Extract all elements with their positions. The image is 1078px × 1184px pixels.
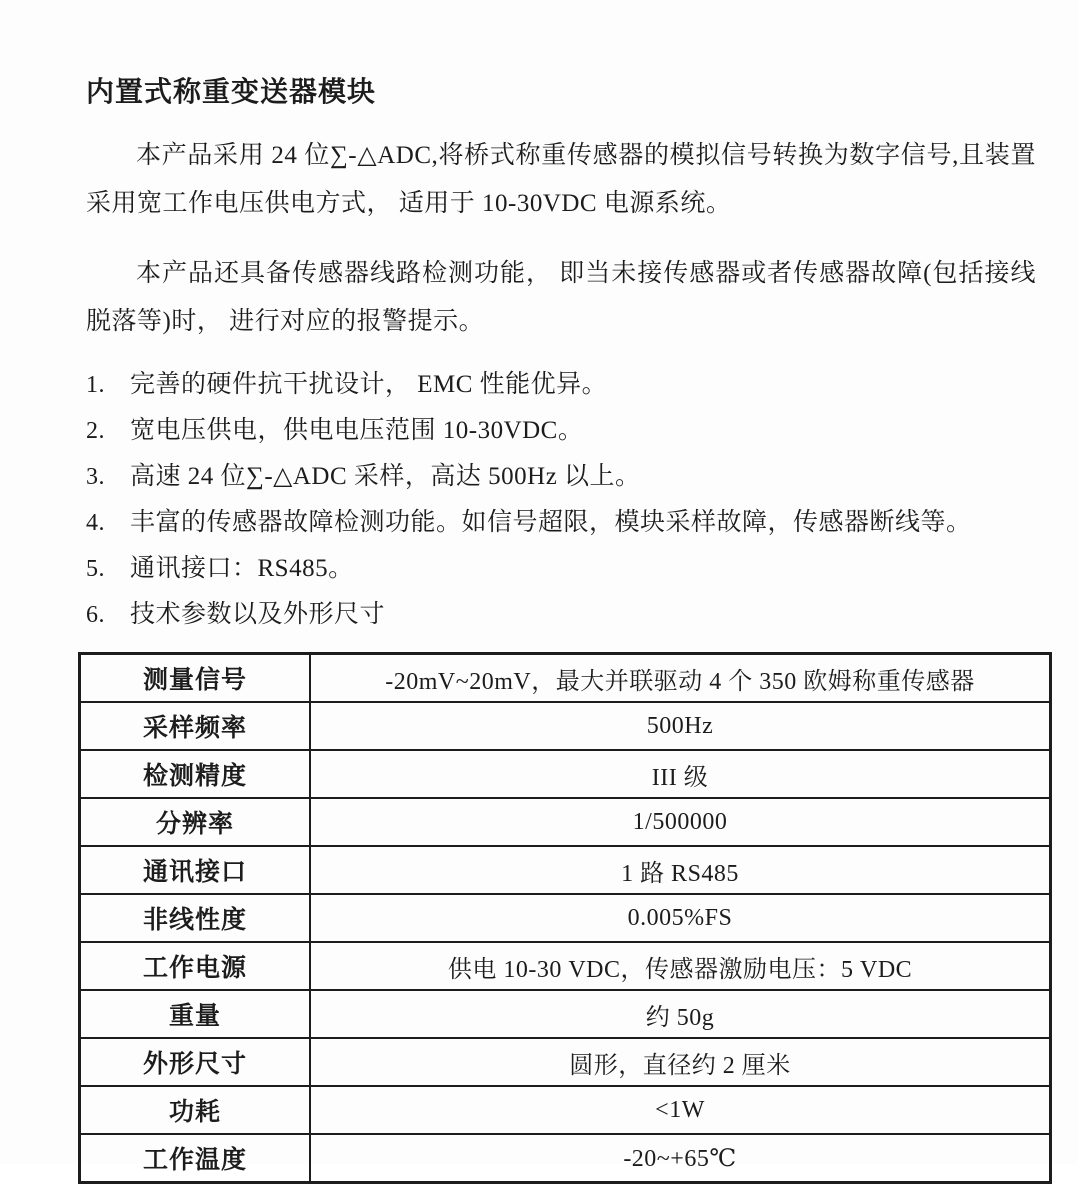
feature-text-5: 通讯接口：RS485。 — [130, 555, 354, 582]
feature-list — [86, 362, 1042, 638]
spec-value: 约 50g — [310, 990, 1051, 1038]
feature-text-3: 高速 24 位∑-△ADC 采样，高达 500Hz 以上。 — [130, 463, 641, 490]
spec-label: 重量 — [80, 990, 311, 1038]
spec-value: 500Hz — [310, 702, 1051, 750]
intro-paragraph-1: 本产品采用 24 位∑-△ADC,将桥式称重传感器的模拟信号转换为数字信号,且装置采用宽工作电压供电方式， 适用于 10-30VDC 电源系统。 — [86, 142, 1036, 217]
spec-label: 功耗 — [80, 1086, 311, 1134]
table-row — [80, 1038, 1051, 1086]
table-row — [80, 702, 1051, 750]
spec-label: 测量信号 — [80, 654, 311, 703]
spec-label: 分辨率 — [80, 798, 311, 846]
feature-text-6: 技术参数以及外形尺寸 — [130, 601, 386, 628]
table-row — [80, 894, 1051, 942]
feature-number-6: 6. — [86, 602, 105, 628]
spec-value: 1 路 RS485 — [310, 846, 1051, 894]
feature-number-5: 5. — [86, 556, 105, 582]
page-title: 内置式称重变送器模块 — [86, 77, 377, 108]
spec-label: 检测精度 — [80, 750, 311, 798]
spec-value: III 级 — [310, 750, 1051, 798]
feature-item-4 — [86, 500, 1042, 546]
feature-number-3: 3. — [86, 464, 105, 490]
feature-text-1: 完善的硬件抗干扰设计， EMC 性能优异。 — [130, 371, 608, 398]
table-row — [80, 1086, 1051, 1134]
spec-value: 供电 10-30 VDC，传感器激励电压：5 VDC — [310, 942, 1051, 990]
feature-text-2: 宽电压供电，供电电压范围 10-30VDC。 — [130, 417, 584, 444]
feature-item-3 — [86, 454, 1042, 500]
spec-label: 外形尺寸 — [80, 1038, 311, 1086]
table-row — [80, 798, 1051, 846]
feature-item-6 — [86, 592, 1042, 638]
spec-label: 采样频率 — [80, 702, 311, 750]
feature-number-4: 4. — [86, 510, 105, 536]
feature-item-5 — [86, 546, 1042, 592]
spec-value: 圆形，直径约 2 厘米 — [310, 1038, 1051, 1086]
spec-value: 1/500000 — [310, 798, 1051, 846]
spec-label: 非线性度 — [80, 894, 311, 942]
table-row — [80, 846, 1051, 894]
table-row — [80, 942, 1051, 990]
table-row — [80, 750, 1051, 798]
table-row — [80, 1134, 1051, 1183]
spec-value: <1W — [310, 1086, 1051, 1134]
table-row — [80, 990, 1051, 1038]
spec-value: -20~+65℃ — [310, 1134, 1051, 1183]
intro-paragraph-2: 本产品还具备传感器线路检测功能， 即当未接传感器或者传感器故障(包括接线脱落等)时， 进行对应的报警提示。 — [86, 260, 1036, 335]
feature-item-2 — [86, 408, 1042, 454]
spec-table — [78, 652, 1052, 1184]
spec-label: 工作温度 — [80, 1134, 311, 1183]
feature-number-2: 2. — [86, 418, 105, 444]
spec-value: -20mV~20mV，最大并联驱动 4 个 350 欧姆称重传感器 — [310, 654, 1051, 703]
spec-label: 通讯接口 — [80, 846, 311, 894]
spec-label: 工作电源 — [80, 942, 311, 990]
feature-number-1: 1. — [86, 372, 105, 398]
feature-item-1 — [86, 362, 1042, 408]
feature-text-4: 丰富的传感器故障检测功能。如信号超限，模块采样故障，传感器断线等。 — [130, 509, 972, 536]
spec-value: 0.005%FS — [310, 894, 1051, 942]
table-row — [80, 654, 1051, 703]
